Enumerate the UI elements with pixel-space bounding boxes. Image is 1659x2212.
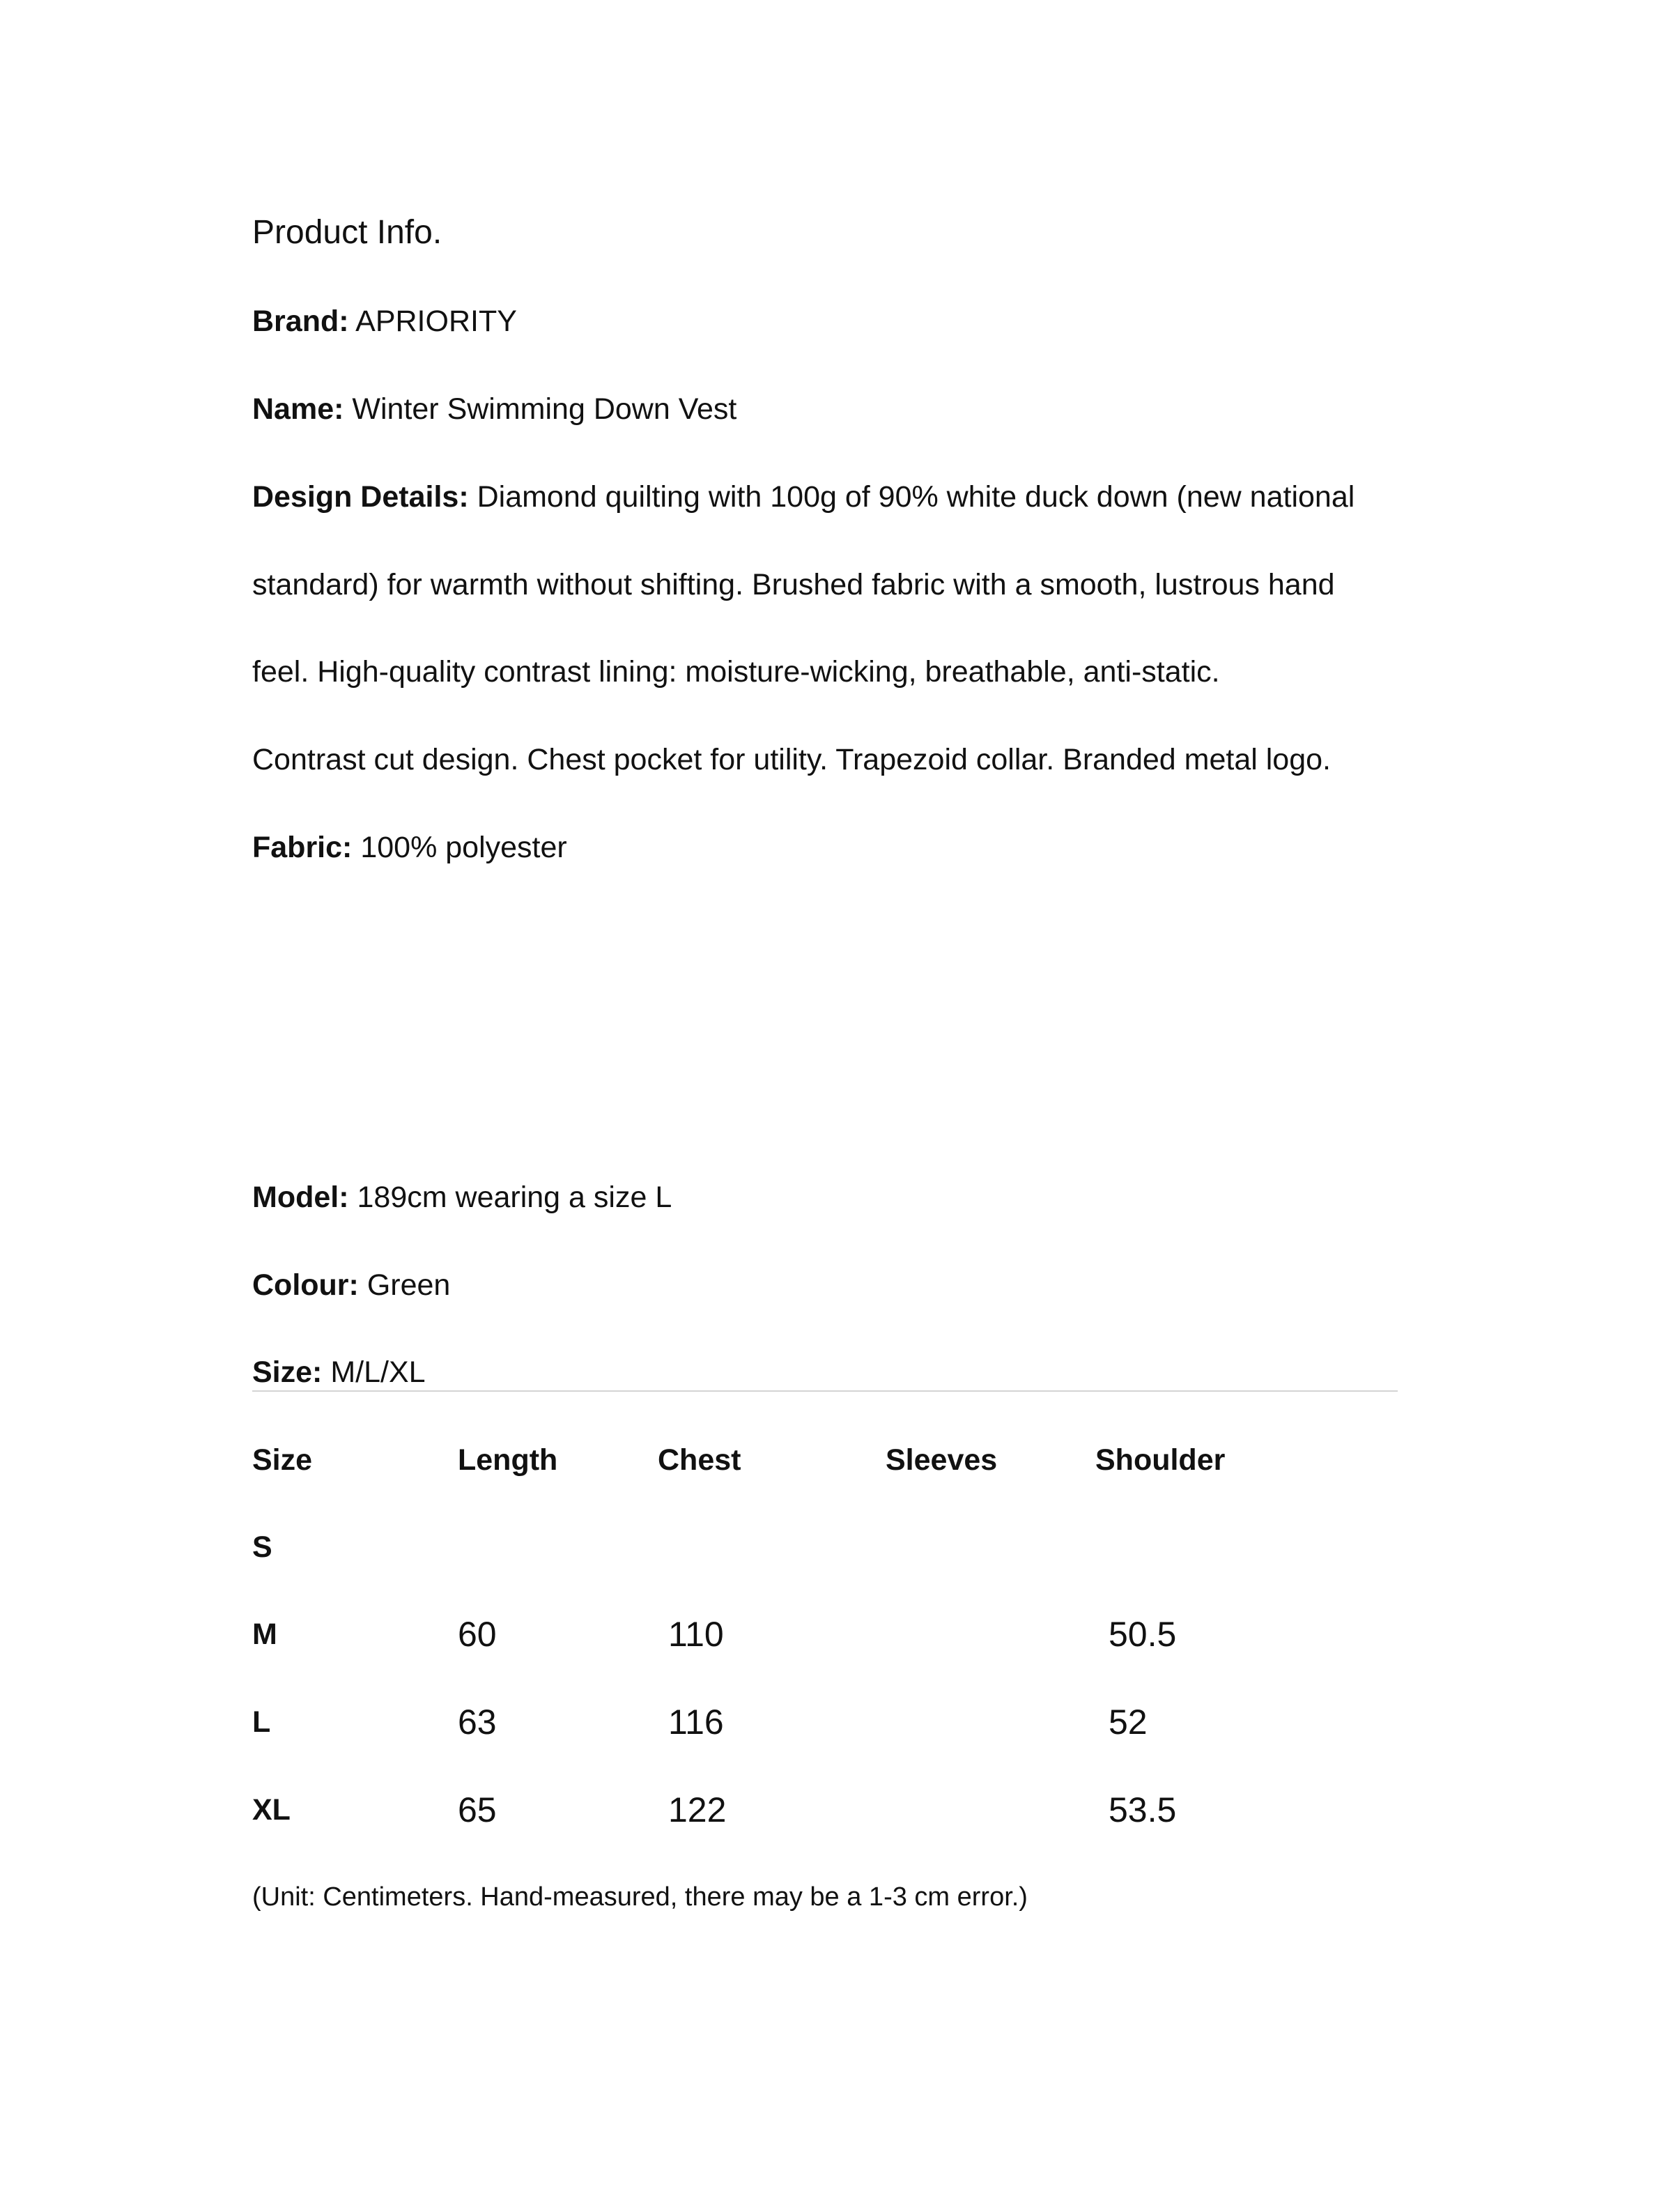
model-value: 189cm wearing a size L: [357, 1181, 672, 1214]
divider: [252, 1390, 1398, 1392]
brand-line: [252, 305, 517, 339]
table-row-size: XL: [252, 1793, 291, 1827]
colour-value: Green: [366, 1268, 451, 1302]
design-details-line-3: feel. High-quality contrast lining: moisture-wicking, breathable, anti-static.: [252, 655, 1220, 689]
design-details-line-2: standard) for warmth without shifting. Brushed fabric with a smooth, lustrous hand: [252, 568, 1335, 601]
table-header-length: Length: [458, 1443, 558, 1477]
size-value: M/L/XL: [330, 1355, 426, 1389]
model-label: Model:: [252, 1181, 349, 1214]
brand-label: Brand:: [252, 305, 349, 338]
size-line: [252, 1355, 426, 1390]
table-row-size: S: [252, 1530, 272, 1564]
measurement-note: (Unit: Centimeters. Hand-measured, there may be a 1-3 cm error.): [252, 1882, 1028, 1912]
table-cell-chest: 110: [668, 1615, 724, 1654]
design-details-line-4: Contrast cut design. Chest pocket for utility. Trapezoid collar. Branded metal logo.: [252, 743, 1331, 776]
table-row-size: M: [252, 1618, 277, 1651]
page-title: Product Info.: [252, 214, 442, 251]
table-cell-shoulder: 53.5: [1109, 1790, 1177, 1829]
name-line: [252, 392, 736, 427]
name-value: Winter Swimming Down Vest: [352, 392, 737, 426]
fabric-value: 100% polyester: [360, 831, 567, 864]
table-cell-length: 63: [458, 1703, 497, 1742]
table-cell-length: 60: [458, 1615, 497, 1654]
table-header-chest: Chest: [658, 1443, 741, 1477]
table-cell-chest: 116: [668, 1703, 724, 1742]
table-header-size: Size: [252, 1443, 313, 1477]
model-line: [252, 1181, 672, 1215]
colour-line: [252, 1268, 450, 1303]
table-cell-chest: 122: [668, 1790, 727, 1829]
size-label: Size:: [252, 1355, 323, 1389]
table-header-sleeves: Sleeves: [886, 1443, 998, 1477]
table-header-shoulder: Shoulder: [1095, 1443, 1226, 1477]
design-details-line-1: [252, 480, 1355, 514]
table-cell-shoulder: 50.5: [1109, 1615, 1177, 1654]
brand-value: APRIORITY: [355, 305, 517, 338]
fabric-line: [252, 831, 567, 865]
colour-label: Colour:: [252, 1268, 359, 1302]
fabric-label: Fabric:: [252, 831, 353, 864]
table-row-size: L: [252, 1705, 271, 1739]
name-label: Name:: [252, 392, 344, 426]
design-details-label: Design Details:: [252, 480, 469, 514]
table-cell-shoulder: 52: [1109, 1703, 1148, 1742]
design-details-text: Diamond quilting with 100g of 90% white duck down (new national: [477, 480, 1355, 514]
table-cell-length: 65: [458, 1790, 497, 1829]
